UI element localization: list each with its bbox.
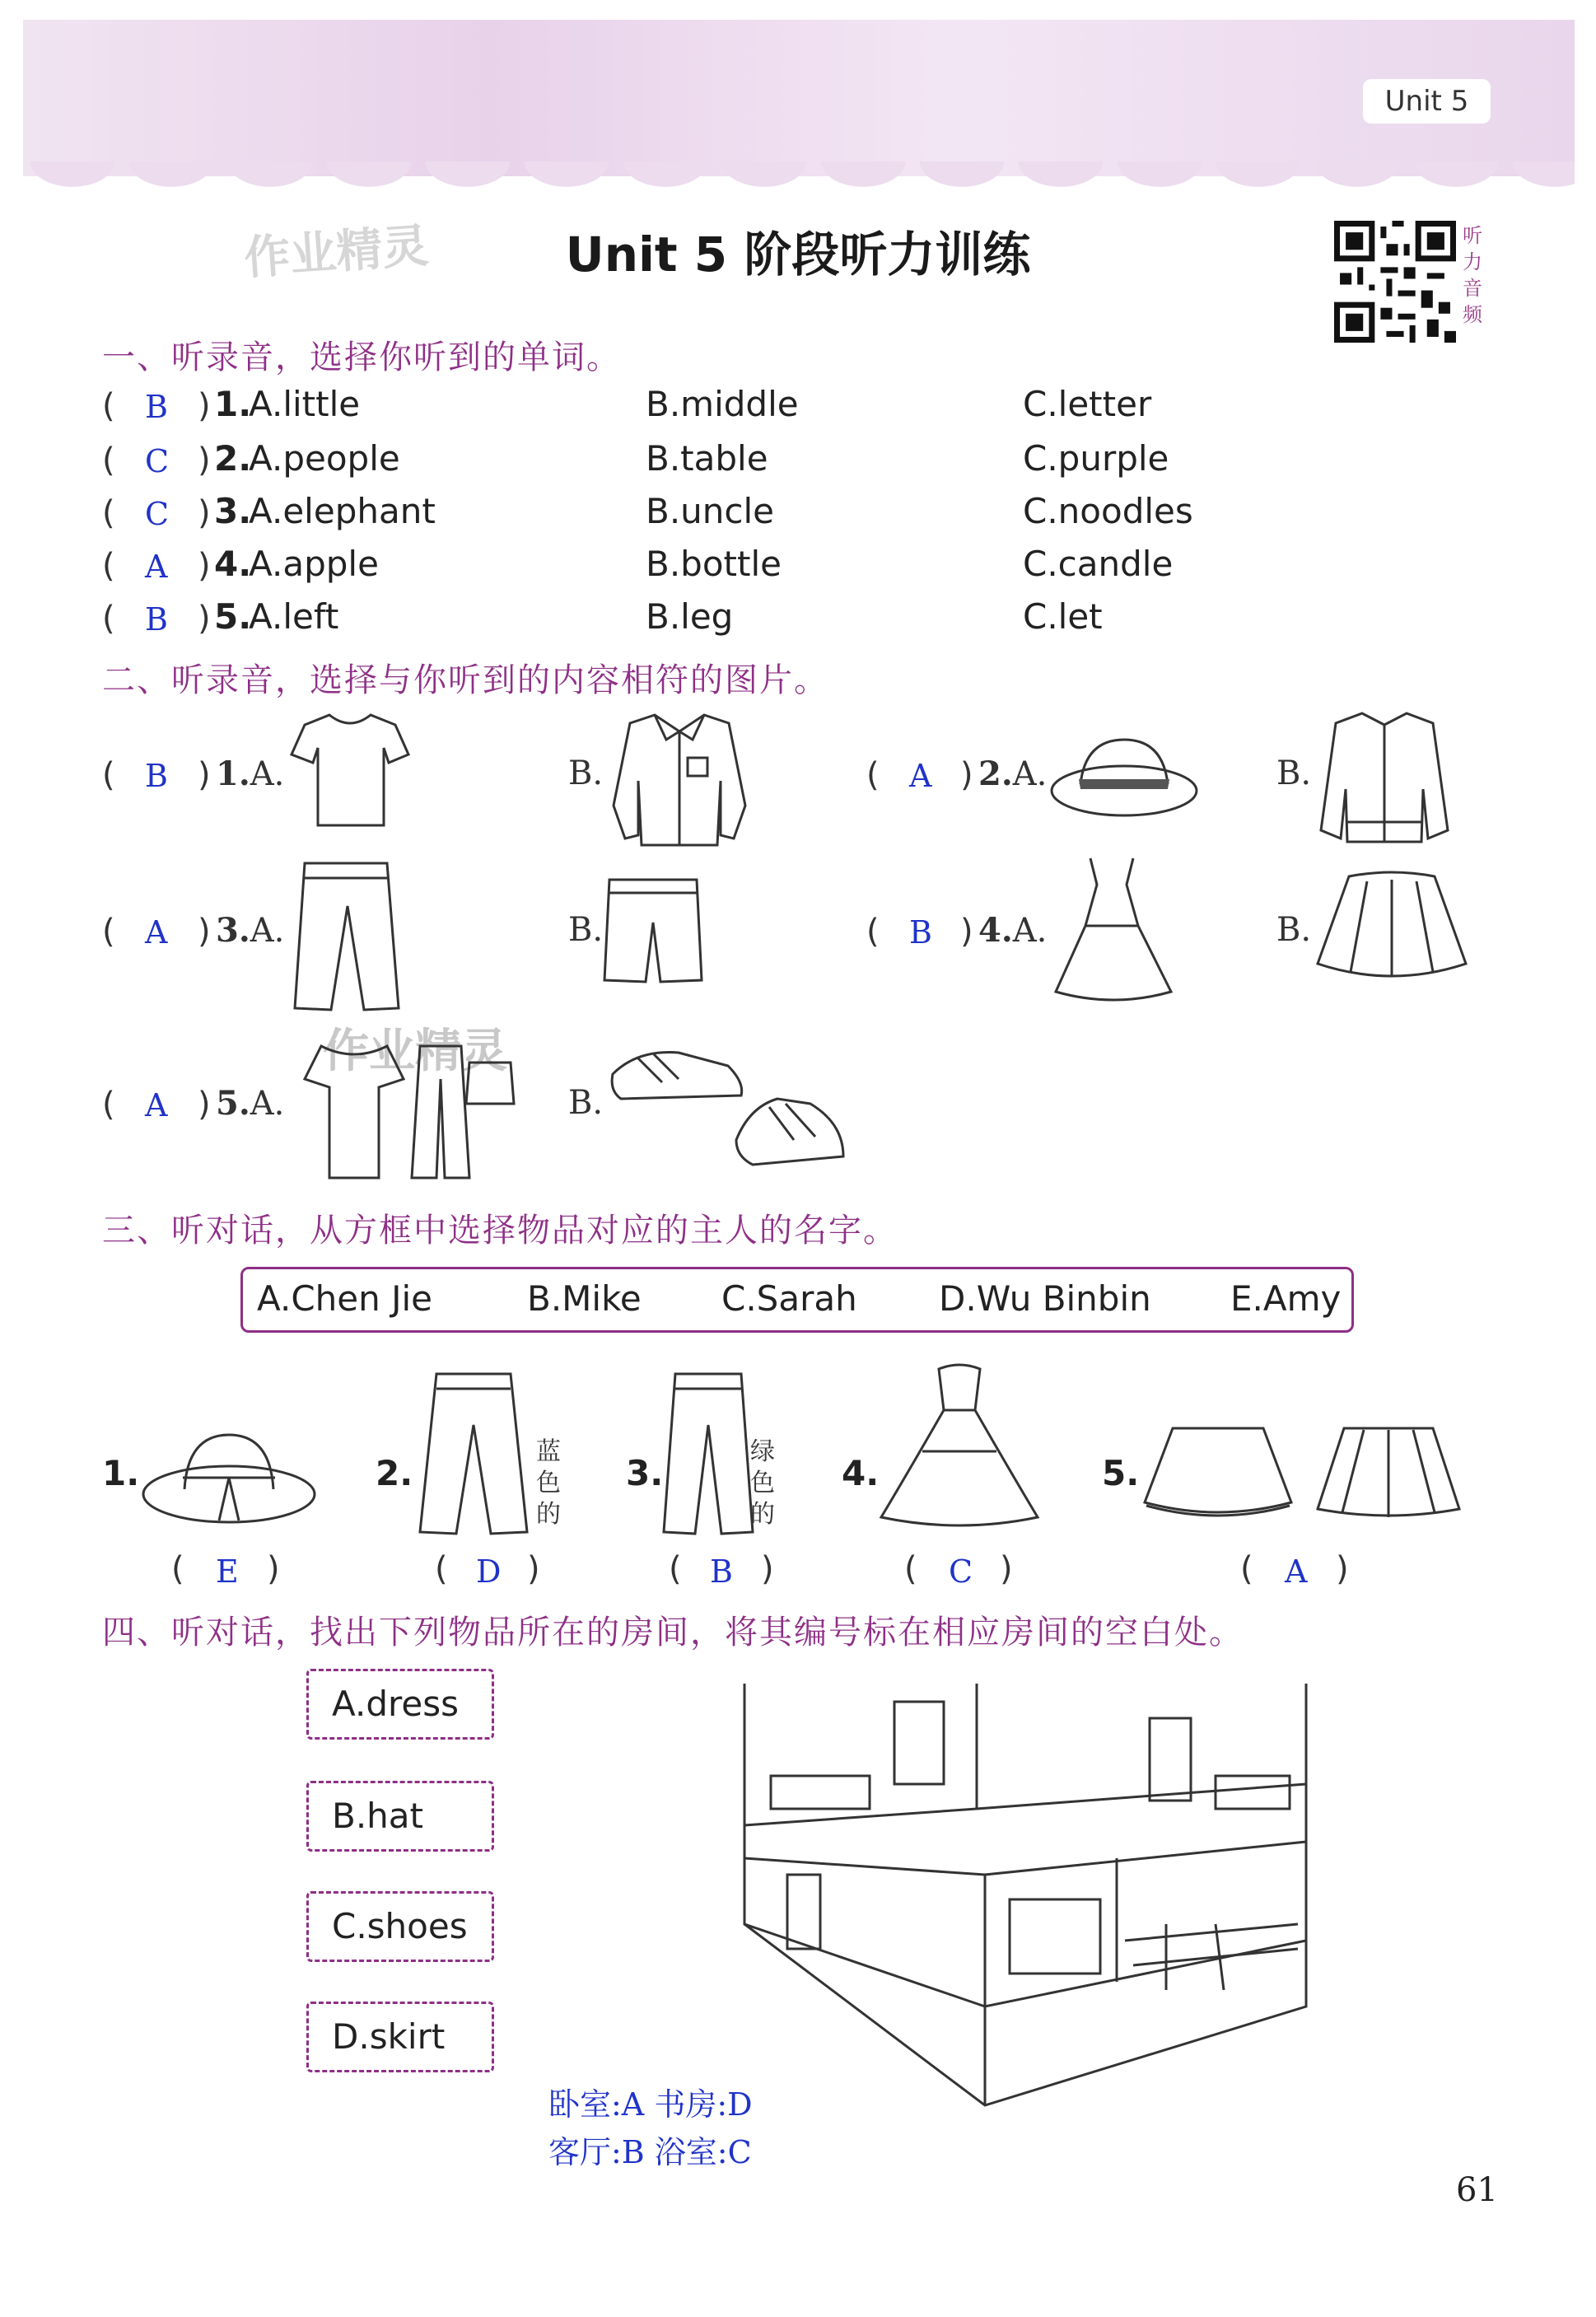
- section3-title: 三、听对话，从方框中选择物品对应的主人的名字。: [102, 1212, 898, 1250]
- answer: E: [216, 1553, 239, 1590]
- unit-tag: Unit 5: [1363, 79, 1491, 124]
- answer: B: [145, 601, 168, 638]
- option-c: C.letter: [1023, 384, 1152, 424]
- party-dress-icon: [873, 1361, 1046, 1534]
- answer: D: [476, 1553, 502, 1590]
- answer: A: [145, 549, 168, 585]
- qr-code-icon[interactable]: [1334, 221, 1456, 343]
- shirt-icon: [605, 707, 754, 847]
- option-a: A.elephant: [249, 491, 436, 531]
- option-a: A.left: [249, 596, 339, 637]
- answer: A: [145, 1087, 168, 1123]
- name-option: A.Chen Jie: [257, 1278, 432, 1319]
- answer: C: [145, 443, 170, 479]
- hat-icon: [1048, 733, 1201, 824]
- jeans-icon: [659, 1367, 758, 1540]
- name-option: B.Mike: [527, 1278, 642, 1319]
- option-b: B.table: [646, 438, 768, 479]
- option-b: B.uncle: [646, 491, 775, 531]
- jeans-icon: [412, 1367, 535, 1540]
- answer: A: [1285, 1553, 1308, 1590]
- answer: B: [145, 389, 168, 425]
- answer: B: [710, 1553, 733, 1590]
- option-a: A.little: [249, 384, 361, 424]
- answer: A: [909, 758, 932, 794]
- color-note: 绿色的: [750, 1437, 775, 1529]
- clothes-icon: [296, 1030, 519, 1186]
- section2-title: 二、听录音，选择与你听到的内容相符的图片。: [102, 661, 828, 699]
- option-a: A.people: [249, 438, 400, 479]
- option-c: C.let: [1023, 596, 1103, 637]
- section4-title: 四、听对话，找出下列物品所在的房间，将其编号标在相应房间的空白处。: [102, 1614, 1244, 1651]
- answer: C: [145, 496, 170, 532]
- shorts-icon: [600, 873, 707, 988]
- room-answer: 卧室:A 书房:D: [548, 2086, 753, 2123]
- answer: C: [949, 1553, 973, 1590]
- dress-icon: [1039, 852, 1188, 1008]
- option-c: C.noodles: [1023, 491, 1193, 531]
- option-b: B.middle: [646, 384, 799, 424]
- house-diagram: [738, 1677, 1314, 2138]
- header-band: [23, 20, 1575, 176]
- option-c: C.purple: [1023, 438, 1169, 479]
- watermark: 作业精灵: [242, 219, 431, 286]
- pleated-skirt-icon: [1314, 1420, 1463, 1527]
- page-title: Unit 5 阶段听力训练: [565, 227, 1031, 283]
- name-option: C.Sarah: [721, 1278, 857, 1319]
- name-option: E.Amy: [1230, 1278, 1342, 1319]
- section1-title: 一、听录音，选择你听到的单词。: [102, 339, 621, 376]
- item-box: A.dress: [306, 1669, 494, 1740]
- qr-label: 听 力 音 频: [1463, 224, 1482, 326]
- sun-hat-icon: [138, 1423, 320, 1530]
- jacket-icon: [1314, 707, 1454, 847]
- option-b: B.bottle: [646, 544, 782, 584]
- option-a: A.apple: [249, 544, 379, 584]
- option-b: B.leg: [646, 596, 734, 637]
- page-number: 61: [1456, 2171, 1498, 2209]
- room-answer: 客厅:B 浴室:C: [548, 2134, 752, 2170]
- pants-icon: [288, 857, 404, 1017]
- item-box: D.skirt: [306, 2002, 494, 2072]
- answer: B: [909, 914, 932, 951]
- t-shirt-icon: [288, 708, 412, 832]
- shoes-icon: [604, 1033, 852, 1189]
- item-box: C.shoes: [306, 1891, 494, 1962]
- name-option: D.Wu Binbin: [939, 1278, 1151, 1319]
- skirt-icon: [1140, 1420, 1296, 1527]
- watermark: 作业精灵: [323, 1025, 507, 1078]
- item-box: B.hat: [306, 1781, 494, 1852]
- answer: A: [145, 914, 168, 951]
- skirt-icon: [1309, 865, 1474, 988]
- option-c: C.candle: [1023, 544, 1174, 584]
- answer: B: [145, 758, 168, 794]
- color-note: 蓝色的: [536, 1437, 561, 1529]
